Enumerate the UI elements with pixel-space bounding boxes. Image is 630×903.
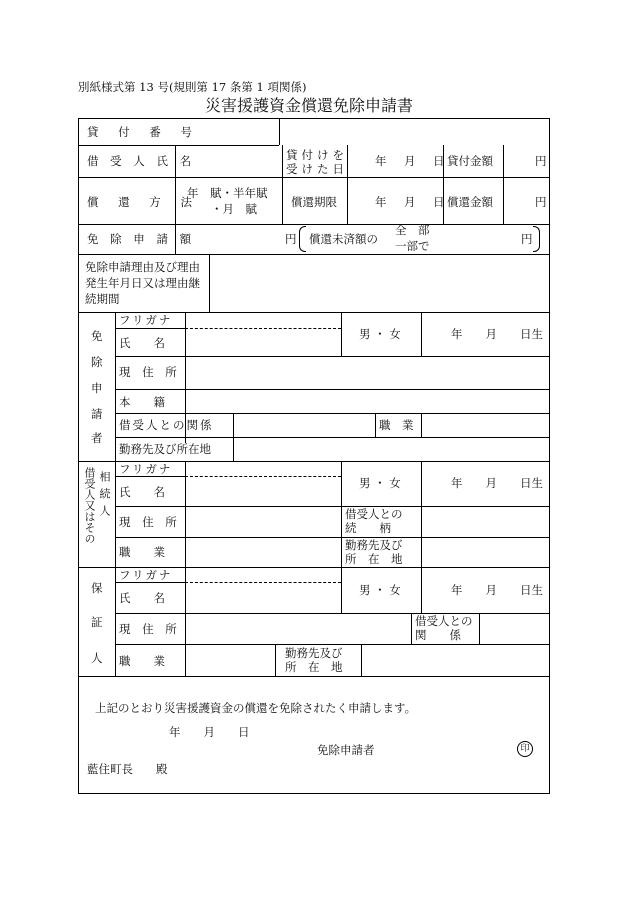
repay-deadline-value: 年 月 日 [375, 195, 448, 209]
heir-occupation-label: 職 業 [119, 545, 165, 559]
applicant-domicile-label: 本 籍 [119, 395, 165, 409]
guarantor-birth: 年 月 日生 [451, 583, 543, 597]
heir-address-label: 現 住 所 [119, 515, 181, 529]
applicant-gender: 男 ・ 女 [359, 327, 401, 341]
borrower-name-label: 借 受 人 氏 名 [87, 154, 196, 168]
applicant-furigana: フリガナ [119, 313, 173, 327]
page-title: 災害援護資金償還免除申請書 [205, 96, 414, 115]
heir-work-label-2: 所 在 地 [345, 552, 403, 566]
guarantor-side-2: 証 [91, 615, 103, 629]
heir-furigana: フリガナ [119, 462, 173, 476]
reason-label-1: 免除申請理由及び理由 [85, 260, 200, 274]
applicant-side-2: 除 [91, 355, 103, 369]
applicant-side-4: 請 [91, 407, 103, 421]
date-lent-value: 年 月 日 [375, 154, 448, 168]
repay-method-label: 償 還 方 法 [87, 195, 200, 209]
loan-amount-label: 貸付金額 [447, 154, 493, 168]
heir-gender: 男 ・ 女 [359, 476, 401, 490]
all-option: 全 部 [395, 223, 430, 237]
loan-number-label: 貸 付 番 号 [87, 125, 200, 139]
heir-name-label: 氏 名 [119, 485, 165, 499]
applicant-workplace-label: 勤務先及び所在地 [119, 442, 211, 456]
guarantor-side-3: 人 [91, 651, 103, 665]
applicant-occupation-label: 職 業 [379, 418, 414, 432]
date-lent-label-1: 貸付けを [286, 148, 348, 162]
form-number: 別紙様式第 13 号(規則第 17 条第 1 項関係) [78, 80, 307, 94]
date-lent-label-2: 受けた日 [286, 162, 348, 176]
loan-amount-yen: 円 [535, 154, 547, 168]
unpaid-amount-label: 償還未済額の [309, 232, 378, 246]
applicant-name-label: 氏 名 [119, 336, 165, 350]
addressee: 藍住町長 殿 [87, 762, 168, 776]
repay-amount-label: 償還金額 [447, 195, 493, 209]
guarantor-gender: 男 ・ 女 [359, 583, 401, 597]
heir-work-label-1: 勤務先及び [345, 538, 403, 552]
guarantor-occupation-label: 職 業 [119, 654, 165, 668]
applicant-side-3: 申 [91, 381, 103, 395]
heir-relation-label-1: 借受人との [345, 507, 403, 521]
heir-side-label-1: 借受人又はその [83, 467, 96, 544]
heir-side-label-2: 相続人 [98, 471, 111, 522]
guarantor-relation-label-2: 関 係 [415, 628, 461, 642]
application-statement: 上記のとおり災害援護資金の償還を免除されたく申請します。 [95, 701, 417, 715]
guarantor-side-1: 保 [91, 581, 103, 595]
applicant-relation-label: 借受人との関係 [119, 418, 214, 432]
applicant-birth: 年 月 日生 [451, 327, 543, 341]
repay-method-option-2: ・月 賦 [211, 202, 257, 216]
unpaid-yen: 円 [521, 232, 533, 246]
reason-label-3: 続期間 [85, 292, 120, 306]
exemption-amount-label: 免 除 申 請 額 [87, 232, 196, 246]
applicant-side-1: 免 [91, 329, 103, 343]
heir-relation-label-2: 続 柄 [345, 521, 391, 535]
repay-method-option-1: 年 賦・半年賦 [187, 186, 268, 200]
repay-amount-yen: 円 [535, 195, 547, 209]
repay-deadline-label: 償還期限 [291, 195, 337, 209]
guarantor-name-label: 氏 名 [119, 591, 165, 605]
application-form [78, 118, 550, 794]
guarantor-address-label: 現 住 所 [119, 622, 181, 636]
guarantor-work-label-2: 所 在 地 [285, 660, 343, 674]
reason-label-2: 発生年月日又は理由継 [85, 276, 200, 290]
guarantor-furigana: フリガナ [119, 568, 173, 582]
heir-birth: 年 月 日生 [451, 476, 543, 490]
guarantor-relation-label-1: 借受人との [415, 614, 473, 628]
guarantor-work-label-1: 勤務先及び [285, 646, 343, 660]
exemption-yen: 円 [285, 232, 297, 246]
application-date: 年 月 日 [169, 725, 250, 739]
applicant-side-5: 者 [91, 431, 103, 445]
seal-icon: 印 [517, 741, 533, 757]
part-option: 一部で [395, 239, 430, 253]
applicant-address-label: 現 住 所 [119, 365, 181, 379]
applicant-signature-label: 免除申請者 [317, 743, 375, 757]
